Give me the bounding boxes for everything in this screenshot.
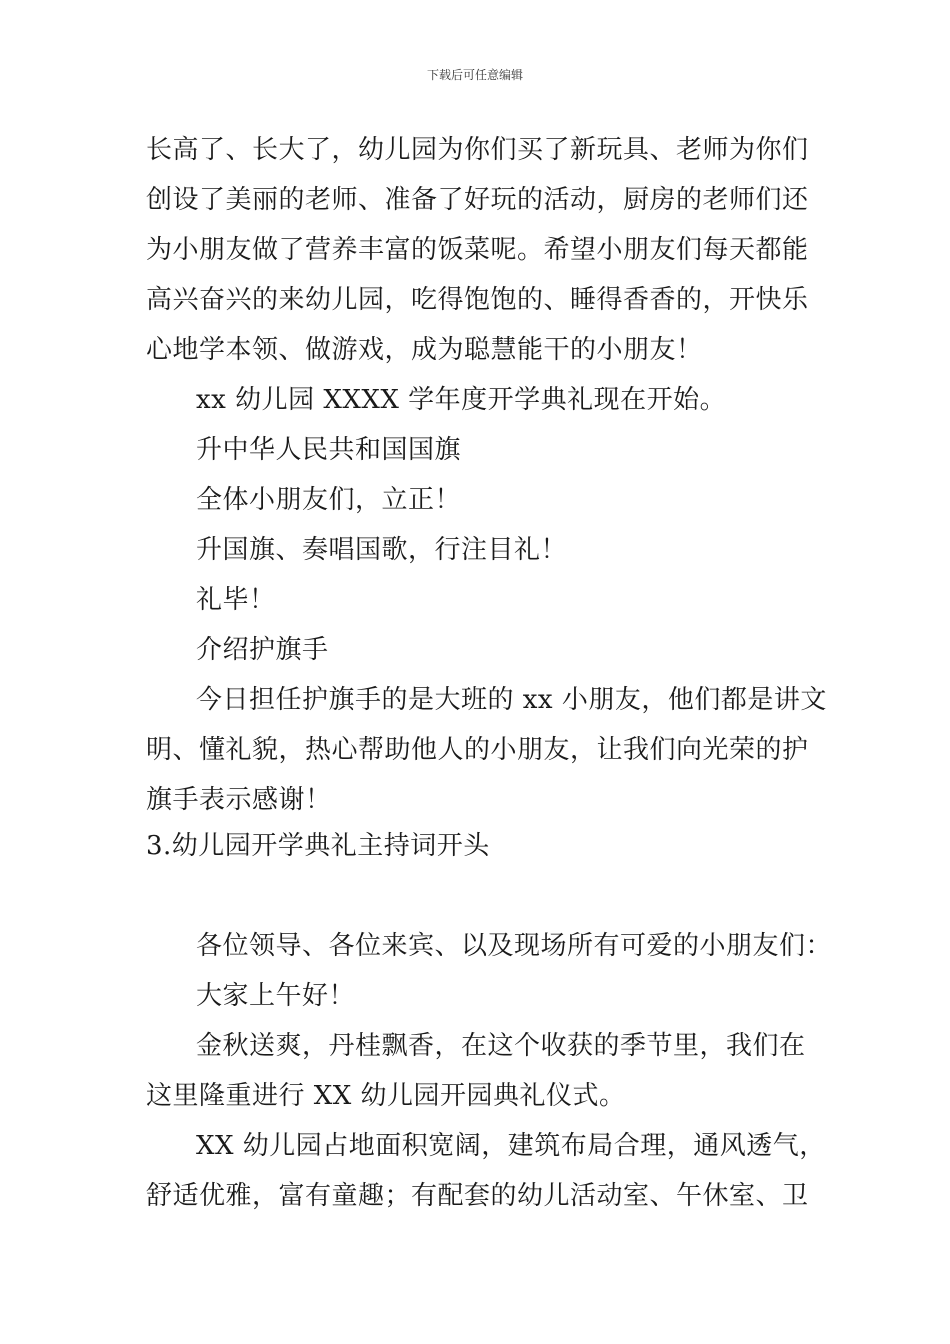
body-line: 介绍护旗手 [196,635,329,665]
body-line: 为小朋友做了营养丰富的饭菜呢。希望小朋友们每天都能 [146,235,809,265]
body-line: XX 幼儿园占地面积宽阔，建筑布局合理，通风透气， [196,1131,826,1161]
body-line: 高兴奋兴的来幼儿园，吃得饱饱的、睡得香香的，开快乐 [146,285,809,315]
body-line: 全体小朋友们，立正！ [196,485,462,515]
body-line: 金秋送爽，丹桂飘香，在这个收获的季节里，我们在 [196,1031,806,1061]
body-line: 各位领导、各位来宾、以及现场所有可爱的小朋友们： [196,931,833,961]
body-line: 升中华人民共和国国旗 [196,435,462,465]
body-line: 明、懂礼貌，热心帮助他人的小朋友，让我们向光荣的护 [146,735,809,765]
page-header: 下载后可任意编辑 [426,68,523,82]
body-line: 升国旗、奏唱国歌，行注目礼！ [196,535,568,565]
body-line: 心地学本领、做游戏，成为聪慧能干的小朋友！ [146,335,703,365]
body-line: 今日担任护旗手的是大班的 xx 小朋友，他们都是讲文 [196,685,827,715]
body-line: 礼毕！ [196,585,276,615]
body-line: 这里隆重进行 XX 幼儿园开园典礼仪式。 [146,1081,626,1111]
section-heading: 3.幼儿园开学典礼主持词开头 [146,831,490,861]
body-line: xx 幼儿园 XXXX 学年度开学典礼现在开始。 [196,385,727,415]
body-line: 舒适优雅，富有童趣；有配套的幼儿活动室、午休室、卫 [146,1181,809,1211]
body-line: 长高了、长大了，幼儿园为你们买了新玩具、老师为你们 [146,135,809,165]
body-line: 旗手表示感谢！ [146,785,332,815]
body-line: 创设了美丽的老师、准备了好玩的活动，厨房的老师们还 [146,185,809,215]
body-line: 大家上午好！ [196,981,356,1011]
